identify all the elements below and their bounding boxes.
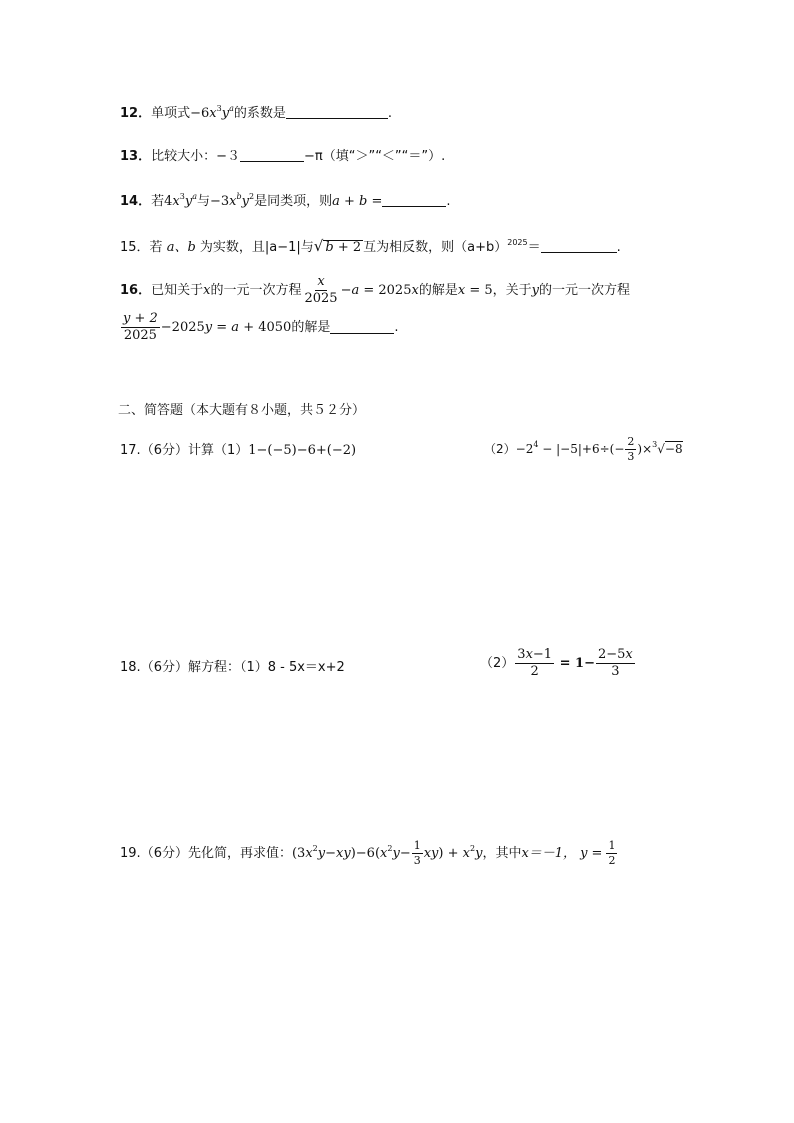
q12-end: .	[387, 106, 393, 121]
q16-text-d: ，关于	[492, 282, 532, 298]
q13-number: 13．	[120, 149, 152, 164]
sqrt-icon: √	[313, 237, 324, 255]
fraction-denominator: 2	[530, 663, 539, 679]
q12-number: 12．	[120, 106, 152, 121]
q16-eq2-rest: −2025y = a + 4050	[160, 319, 292, 335]
fraction-denominator: 3	[611, 663, 620, 679]
answer-blank[interactable]	[330, 321, 394, 334]
q17-expression-2b: )×$^3$√−8	[637, 440, 683, 457]
q16-fraction-2	[121, 312, 160, 342]
q15-text-d: ＝	[527, 240, 541, 255]
question-15	[120, 239, 621, 254]
q16-var-y: y	[531, 282, 539, 298]
q14-text-c: 是同类项，则	[254, 194, 333, 209]
fraction-numerator: 2−5x	[597, 647, 633, 662]
q14-sum: a + b =	[332, 194, 383, 209]
q18-fraction-2	[596, 648, 635, 678]
question-16	[120, 275, 630, 305]
q14-end: .	[446, 194, 451, 209]
q15-number: 15．	[120, 240, 150, 255]
question-17	[120, 444, 356, 457]
q18-prompt: （6分）解方程：（1）8 - 5x＝x+2	[140, 660, 345, 675]
q15-text-c: 互为相反数，则（a+b）	[363, 240, 508, 255]
q14-text-b: 与	[196, 194, 210, 209]
q15-radicand: b + 2	[325, 240, 362, 255]
q18-part2-label: （2）	[480, 655, 515, 671]
q17-expression-2a: $-2^4 - |-5|+6\div(-$	[515, 440, 625, 457]
question-17-part-2	[484, 436, 683, 462]
fraction-denominator: 2	[608, 853, 616, 867]
q14-term-1: $4x^3y^a$	[164, 192, 197, 209]
q19-number: 19.	[120, 845, 141, 861]
fraction-numerator: 3x−1	[517, 647, 553, 662]
fraction-denominator: 3	[413, 853, 421, 867]
q16-text-f: 的解是	[291, 319, 331, 335]
q13-text: 比较大小：−３	[151, 149, 240, 164]
fraction-denominator: 2025	[304, 290, 338, 306]
answer-blank[interactable]	[541, 240, 617, 253]
fraction-numerator: x	[317, 274, 325, 289]
q19-y-value	[606, 840, 617, 866]
q12-text-b: 的系数是	[233, 106, 286, 121]
q15-text-b: 为实数，且|a−1|与	[199, 240, 314, 255]
question-18	[120, 661, 345, 674]
q16-fraction	[302, 275, 339, 305]
section-heading: 二、简答题（本大题有８小题，共５２分）	[118, 403, 366, 418]
q19-cond-x: x＝－1，	[521, 845, 577, 861]
answer-blank[interactable]	[286, 106, 388, 119]
q19-expression-b: $xy) + x^2y$	[423, 843, 483, 861]
q16-eq-rest: −a = 2025x	[340, 282, 419, 298]
q15-exponent: 2025	[507, 238, 528, 247]
q17-prompt: （6分）计算（1）	[140, 443, 249, 458]
question-16-line-2	[120, 312, 398, 342]
fraction-numerator: y + 2	[123, 311, 158, 326]
q19-expression-a: $(3x^2y-xy)-6(x^2y-$	[291, 843, 411, 861]
question-18-part-2	[480, 648, 636, 678]
fraction-numerator: 1	[608, 839, 616, 852]
q16-text-b: 的一元一次方程	[210, 282, 302, 298]
q18-fraction-1	[515, 648, 554, 678]
q19-text-b: ，其中	[482, 845, 522, 861]
q16-text-c: 的解是	[418, 282, 458, 298]
q18-equals: = 1−	[555, 655, 595, 671]
fraction-numerator: 1	[413, 839, 421, 852]
q15-vars: a、b	[162, 240, 200, 255]
q16-solution: x = 5	[457, 282, 493, 298]
q14-number: 14．	[120, 194, 152, 209]
q16-text: 已知关于	[151, 282, 204, 298]
q17-number: 17.	[120, 443, 141, 458]
q17-expression-1: 1−(−5)−6+(−2)	[248, 443, 357, 458]
q19-cond-y: y =	[580, 845, 603, 861]
q17-fraction	[625, 436, 636, 462]
fraction-denominator: 3	[627, 449, 635, 463]
question-12	[120, 106, 392, 120]
q15-text: 若	[149, 240, 163, 255]
q16-var-x: x	[203, 282, 211, 298]
fraction-numerator: 2	[627, 435, 635, 448]
q18-number: 18.	[120, 660, 141, 675]
q16-number: 16．	[120, 282, 152, 298]
question-19	[120, 840, 618, 866]
q12-expression: $-6x^3y^a$	[190, 104, 234, 121]
q17-part2-label: （2）	[484, 442, 516, 457]
answer-blank[interactable]	[382, 194, 446, 207]
fraction-denominator: 2025	[123, 327, 157, 343]
q13-text-b: −π（填“＞”“＜”“＝”）.	[304, 149, 446, 164]
q19-prompt: （6分）先化简，再求值：	[140, 845, 292, 861]
q15-end: .	[616, 240, 621, 255]
question-14	[120, 194, 451, 208]
question-13	[120, 149, 445, 163]
q16-end: .	[394, 319, 399, 335]
q14-term-2: $-3x^by^2$	[209, 192, 255, 209]
q19-fraction	[412, 840, 423, 866]
q12-text: 单项式	[151, 106, 191, 121]
q16-text-e: 的一元一次方程	[539, 282, 631, 298]
q14-text: 若	[151, 194, 165, 209]
answer-blank[interactable]	[240, 149, 304, 162]
